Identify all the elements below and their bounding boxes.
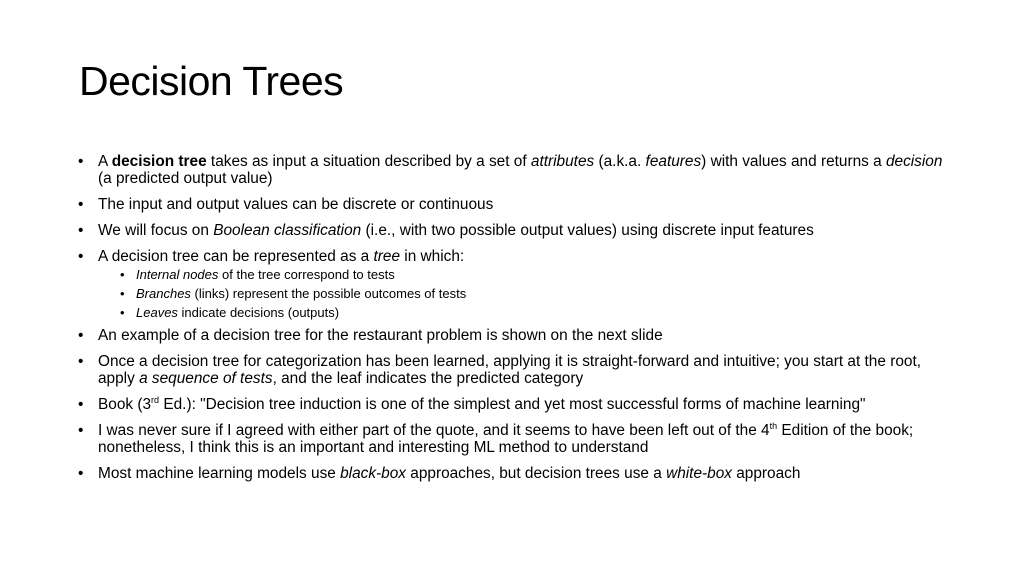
bullet-icon: • (78, 465, 84, 482)
bullet-item-book-quote: • Book (3rd Ed.): "Decision tree induction is one of the simplest and yet most successful forms of machine learning" (78, 395, 866, 413)
bullet-item-applying-tree: • Once a decision tree for categorization has been learned, applying it is straight-forward and intuitive; you start at the root, apply a sequence of tests, and the leaf indicates the predicted category (78, 353, 922, 387)
bullet-icon: • (120, 305, 125, 320)
sub-bullet-leaves: • Leaves indicate decisions (outputs) (120, 305, 340, 320)
bullet-item-restaurant-example: • An example of a decision tree for the restaurant problem is shown on the next slide (78, 327, 663, 344)
bullet-icon: • (78, 248, 84, 265)
italic-term-white-box: white-box (666, 465, 732, 482)
bullet-icon: • (78, 422, 84, 439)
bullet-item-fourth-edition: • I was never sure if I agreed with either part of the quote, and it seems to have been left out of the 4th Edition of the book; nonetheless, I think this is an important and interesting ML method to understand (78, 421, 914, 456)
sub-bullet-branches: • Branches (links) represent the possible outcomes of tests (120, 286, 467, 301)
bullet-icon: • (78, 353, 84, 370)
bullet-icon: • (78, 153, 84, 170)
italic-term-black-box: black-box (340, 465, 406, 482)
bullet-icon: • (78, 222, 84, 239)
bullet-item-tree-representation: • A decision tree can be represented as a tree in which: • Internal nodes of the tree correspond to tests • Branches (links) represent the possible outcomes of tests • Leaves indicate decisions (outputs) (78, 248, 958, 321)
italic-term-boolean-classification: Boolean classification (213, 222, 362, 239)
bullet-item-decision-tree-definition: • A decision tree takes as input a situation described by a set of attributes (a.k.a. features) with values and returns a decision (a predicted output value) (78, 153, 943, 187)
superscript-th: th (769, 421, 778, 431)
italic-term-decision: decision (885, 153, 943, 170)
bullet-icon: • (78, 196, 84, 213)
bullet-list (78, 153, 958, 482)
slide-title: Decision Trees (79, 58, 344, 104)
bullet-item-boolean-classification: • We will focus on Boolean classification (i.e., with two possible output values) using discrete input features (78, 222, 814, 239)
bullet-icon: • (120, 286, 125, 301)
bullet-icon: • (78, 396, 84, 413)
bullet-icon: • (78, 327, 84, 344)
sub-bullet-internal-nodes: • Internal nodes of the tree correspond to tests (120, 267, 395, 282)
bullet-item-input-output-values: • The input and output values can be discrete or continuous (78, 196, 494, 213)
slide-body (78, 153, 958, 491)
bullet-item-white-box: • Most machine learning models use black-box approaches, but decision trees use a white-box approach (78, 465, 801, 482)
italic-term-features: features (645, 153, 702, 170)
italic-term-tree: tree (373, 248, 401, 265)
bold-term-decision-tree: decision tree (111, 153, 207, 170)
italic-term-attributes: attributes (530, 153, 595, 170)
bullet-icon: • (120, 267, 125, 282)
italic-term-sequence-of-tests: a sequence of tests (139, 370, 273, 387)
sub-bullet-list (98, 267, 958, 321)
superscript-rd: rd (151, 395, 160, 405)
